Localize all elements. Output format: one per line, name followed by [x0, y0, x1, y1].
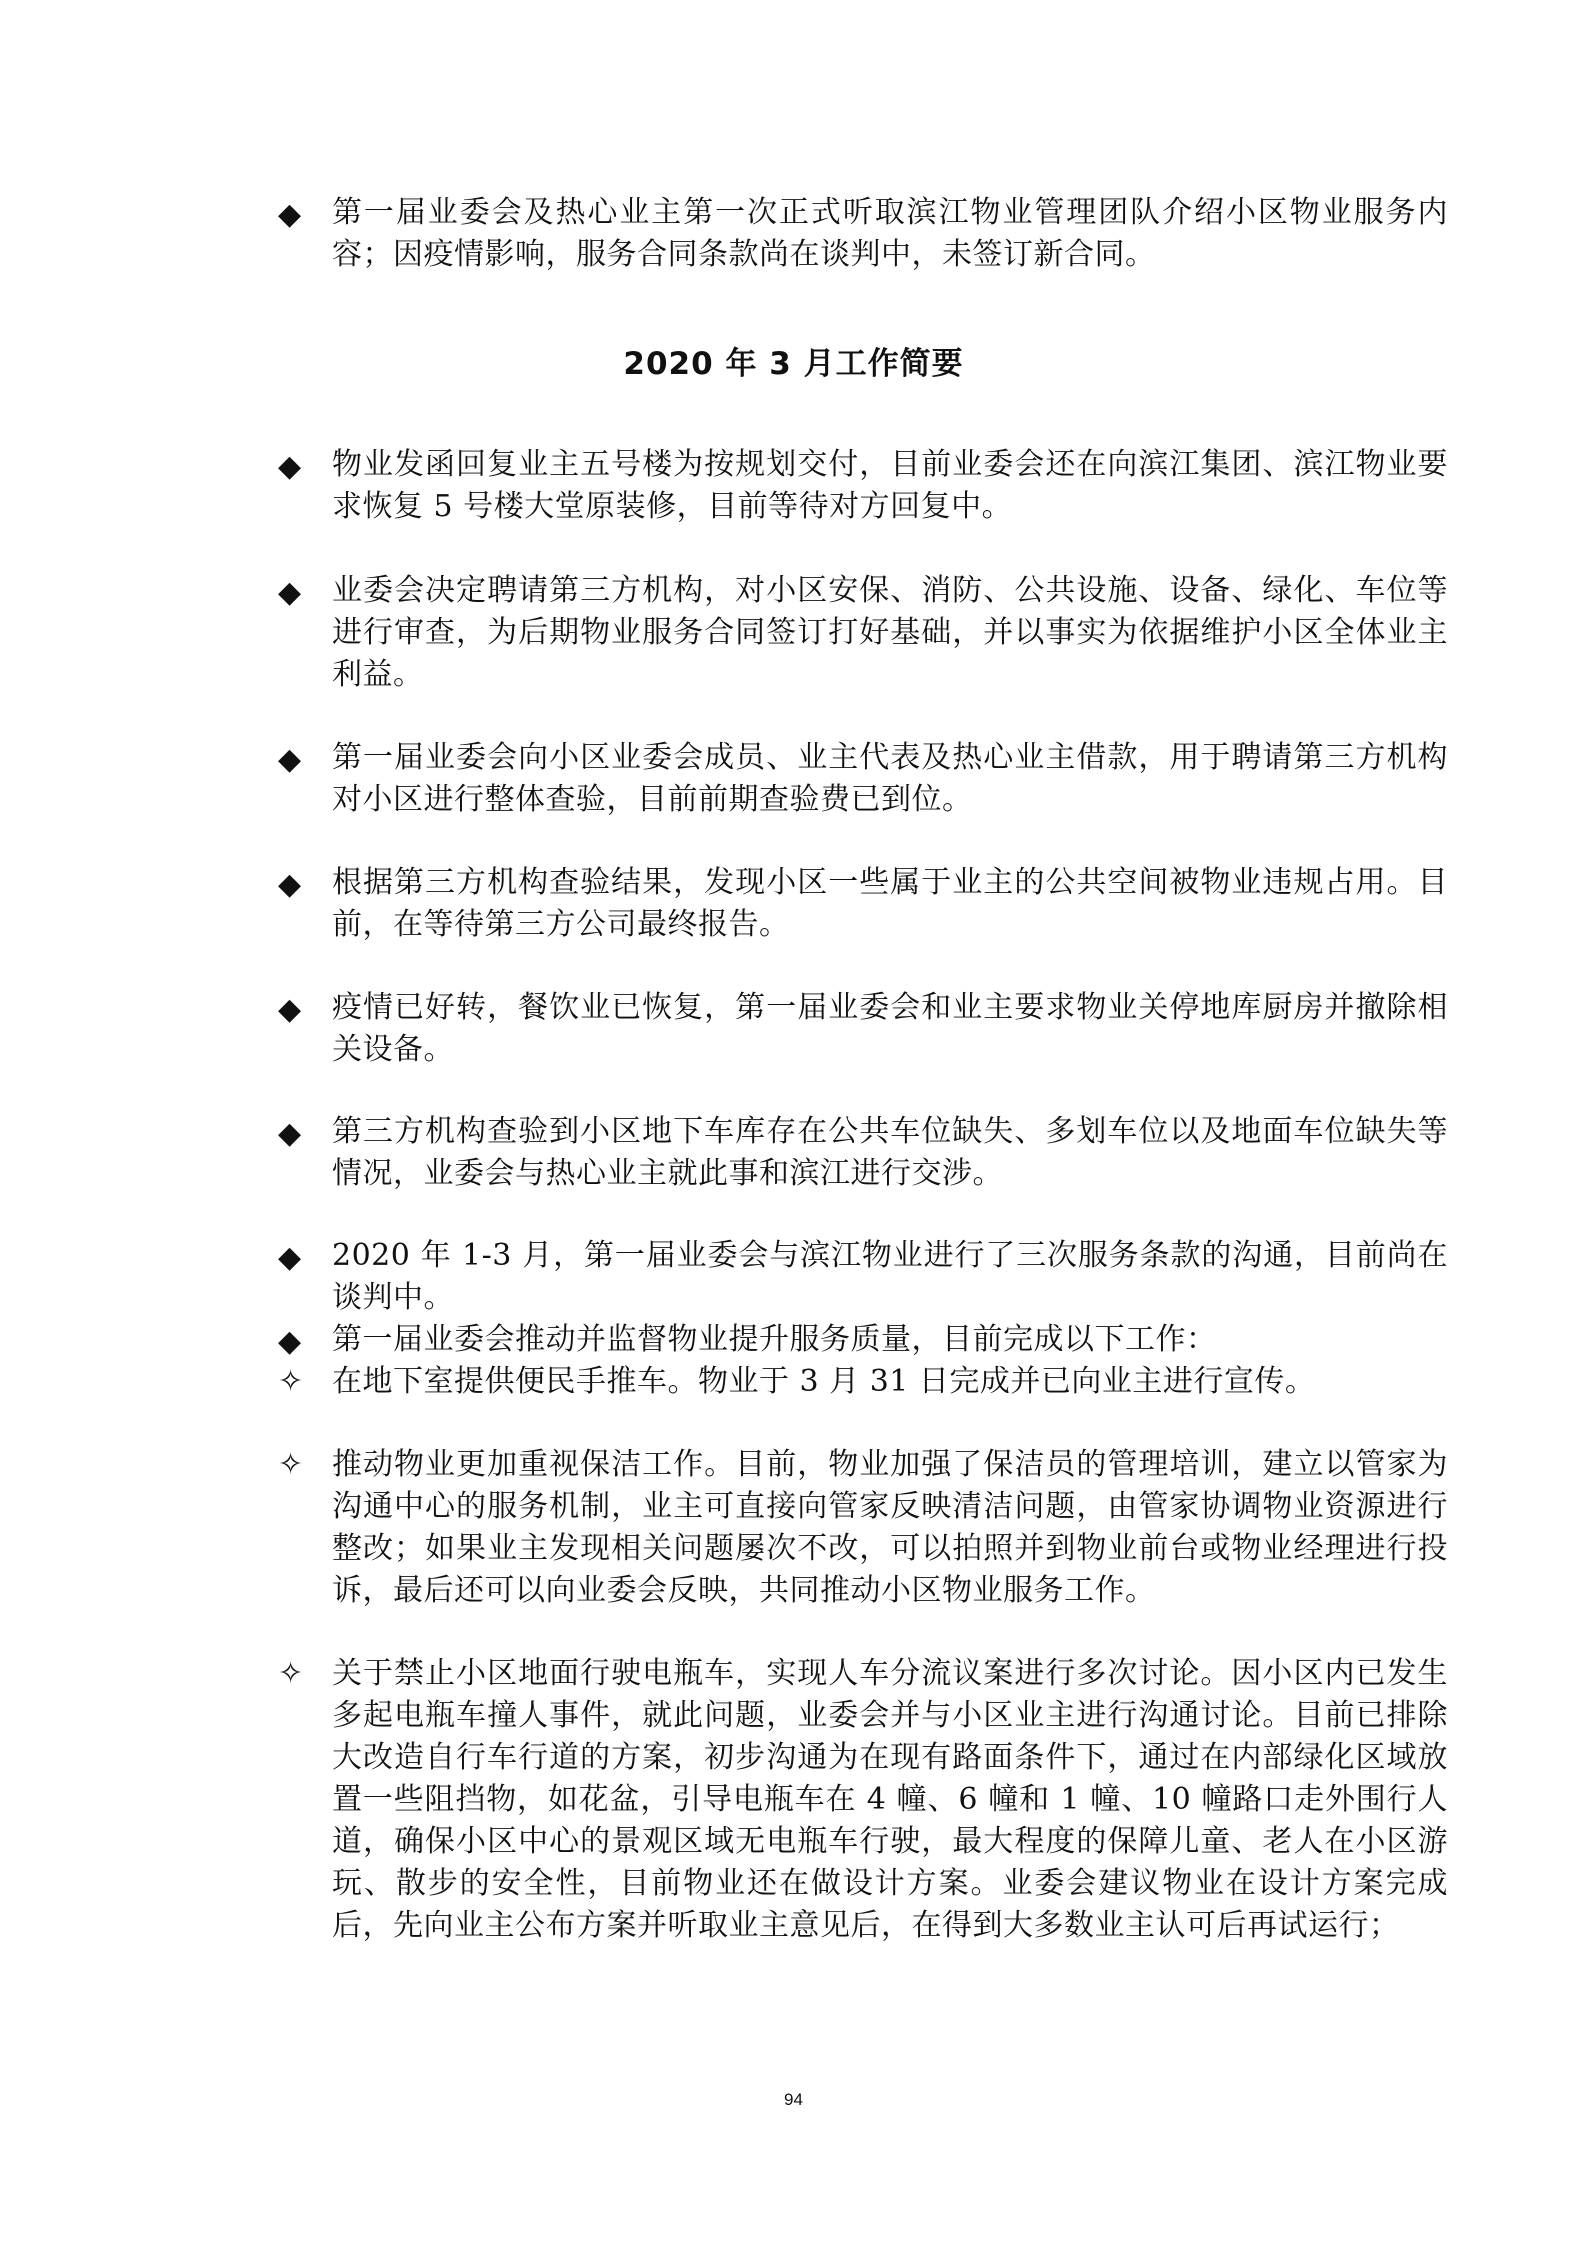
bullet-item-text: 第三方机构查验到小区地下车库存在公共车位缺失、多划车位以及地面车位缺失等情况，业委会与热心业主就此事和滨江进行交涉。: [332, 1114, 1448, 1191]
bullet-item-text: 物业发函回复业主五号楼为按规划交付，目前业委会还在向滨江集团、滨江物业要求恢复 5 号楼大堂原装修，目前等待对方回复中。: [332, 447, 1448, 524]
diamond-bullet-icon: ◆: [278, 992, 302, 1027]
bullet-item: [278, 1111, 1448, 1195]
diamond-bullet-icon: ◆: [278, 1324, 302, 1359]
bullet-item-text: 疫情已好转，餐饮业已恢复，第一届业委会和业主要求物业关停地库厨房并撤除相关设备。: [332, 990, 1448, 1067]
sub-item: [278, 1444, 1448, 1612]
bullet-item: [278, 444, 1448, 528]
sub-item-text: 在地下室提供便民手推车。物业于 3 月 31 日完成并已向业主进行宣传。: [332, 1364, 1316, 1399]
diamond-bullet-icon: ◆: [278, 197, 302, 232]
bullet-item: [278, 862, 1448, 946]
sub-item-text: 推动物业更加重视保洁工作。目前，物业加强了保洁员的管理培训，建立以管家为沟通中心的服务机制，业主可直接向管家反映清洁问题，由管家协调物业资源进行整改；如果业主发现相关问题屡次不改，可以拍照并到物业前台或物业经理进行投诉，最后还可以向业委会反映，共同推动小区物业服务工作。: [332, 1447, 1448, 1608]
diamond-bullet-icon: ◆: [278, 575, 302, 610]
sub-item: [278, 1653, 1448, 1947]
diamond-bullet-icon: ◆: [278, 1240, 302, 1275]
sub-item: [278, 1361, 1448, 1403]
bullet-item: [278, 570, 1448, 696]
star-bullet-icon: ✧: [278, 1656, 304, 1691]
star-bullet-icon: ✧: [278, 1447, 304, 1482]
diamond-bullet-icon: ◆: [278, 742, 302, 777]
bullet-item: [278, 1319, 1448, 1361]
bullet-item: [278, 737, 1448, 821]
bullet-item: [278, 987, 1448, 1071]
sub-item-text: 关于禁止小区地面行驶电瓶车，实现人车分流议案进行多次讨论。因小区内已发生多起电瓶车撞人事件，就此问题，业委会并与小区业主进行沟通讨论。目前已排除大改造自行车行道的方案，初步沟通为在现有路面条件下，通过在内部绿化区域放置一些阻挡物，如花盆，引导电瓶车在 4 幢、6 幢和 1 幢、10 幢路口走外围行人道，确保小区中心的景观区域无电瓶车行驶，最大程度的保障儿童、老人在小区游玩、散步的安全性，目前物业还在做设计方案。业委会建议物业在设计方案完成后，先向业主公布方案并听取业主意见后，在得到大多数业主认可后再试运行；: [332, 1656, 1448, 1943]
bullet-item: [278, 1235, 1448, 1319]
bullet-item-text: 根据第三方机构查验结果，发现小区一些属于业主的公共空间被物业违规占用。目前，在等待第三方公司最终报告。: [332, 865, 1448, 942]
bullet-item-text: 第一届业委会向小区业委会成员、业主代表及热心业主借款，用于聘请第三方机构对小区进行整体查验，目前前期查验费已到位。: [332, 740, 1448, 817]
section-title: 2020 年 3 月工作简要: [623, 346, 964, 382]
bullet-item-text: 第一届业委会推动并监督物业提升服务质量，目前完成以下工作：: [332, 1322, 1217, 1357]
diamond-bullet-icon: ◆: [278, 867, 302, 902]
page-number: 94: [784, 2090, 803, 2109]
intro-item-text: 第一届业委会及热心业主第一次正式听取滨江物业管理团队介绍小区物业服务内容；因疫情影响，服务合同条款尚在谈判中，未签订新合同。: [332, 195, 1448, 272]
star-bullet-icon: ✧: [278, 1364, 304, 1399]
intro-bullet-item: [278, 192, 1448, 276]
diamond-bullet-icon: ◆: [278, 1116, 302, 1151]
bullet-item-text: 业委会决定聘请第三方机构，对小区安保、消防、公共设施、设备、绿化、车位等进行审查，为后期物业服务合同签订打好基础，并以事实为依据维护小区全体业主利益。: [332, 573, 1448, 692]
diamond-bullet-icon: ◆: [278, 449, 302, 484]
bullet-item-text: 2020 年 1-3 月，第一届业委会与滨江物业进行了三次服务条款的沟通，目前尚在谈判中。: [332, 1238, 1448, 1315]
